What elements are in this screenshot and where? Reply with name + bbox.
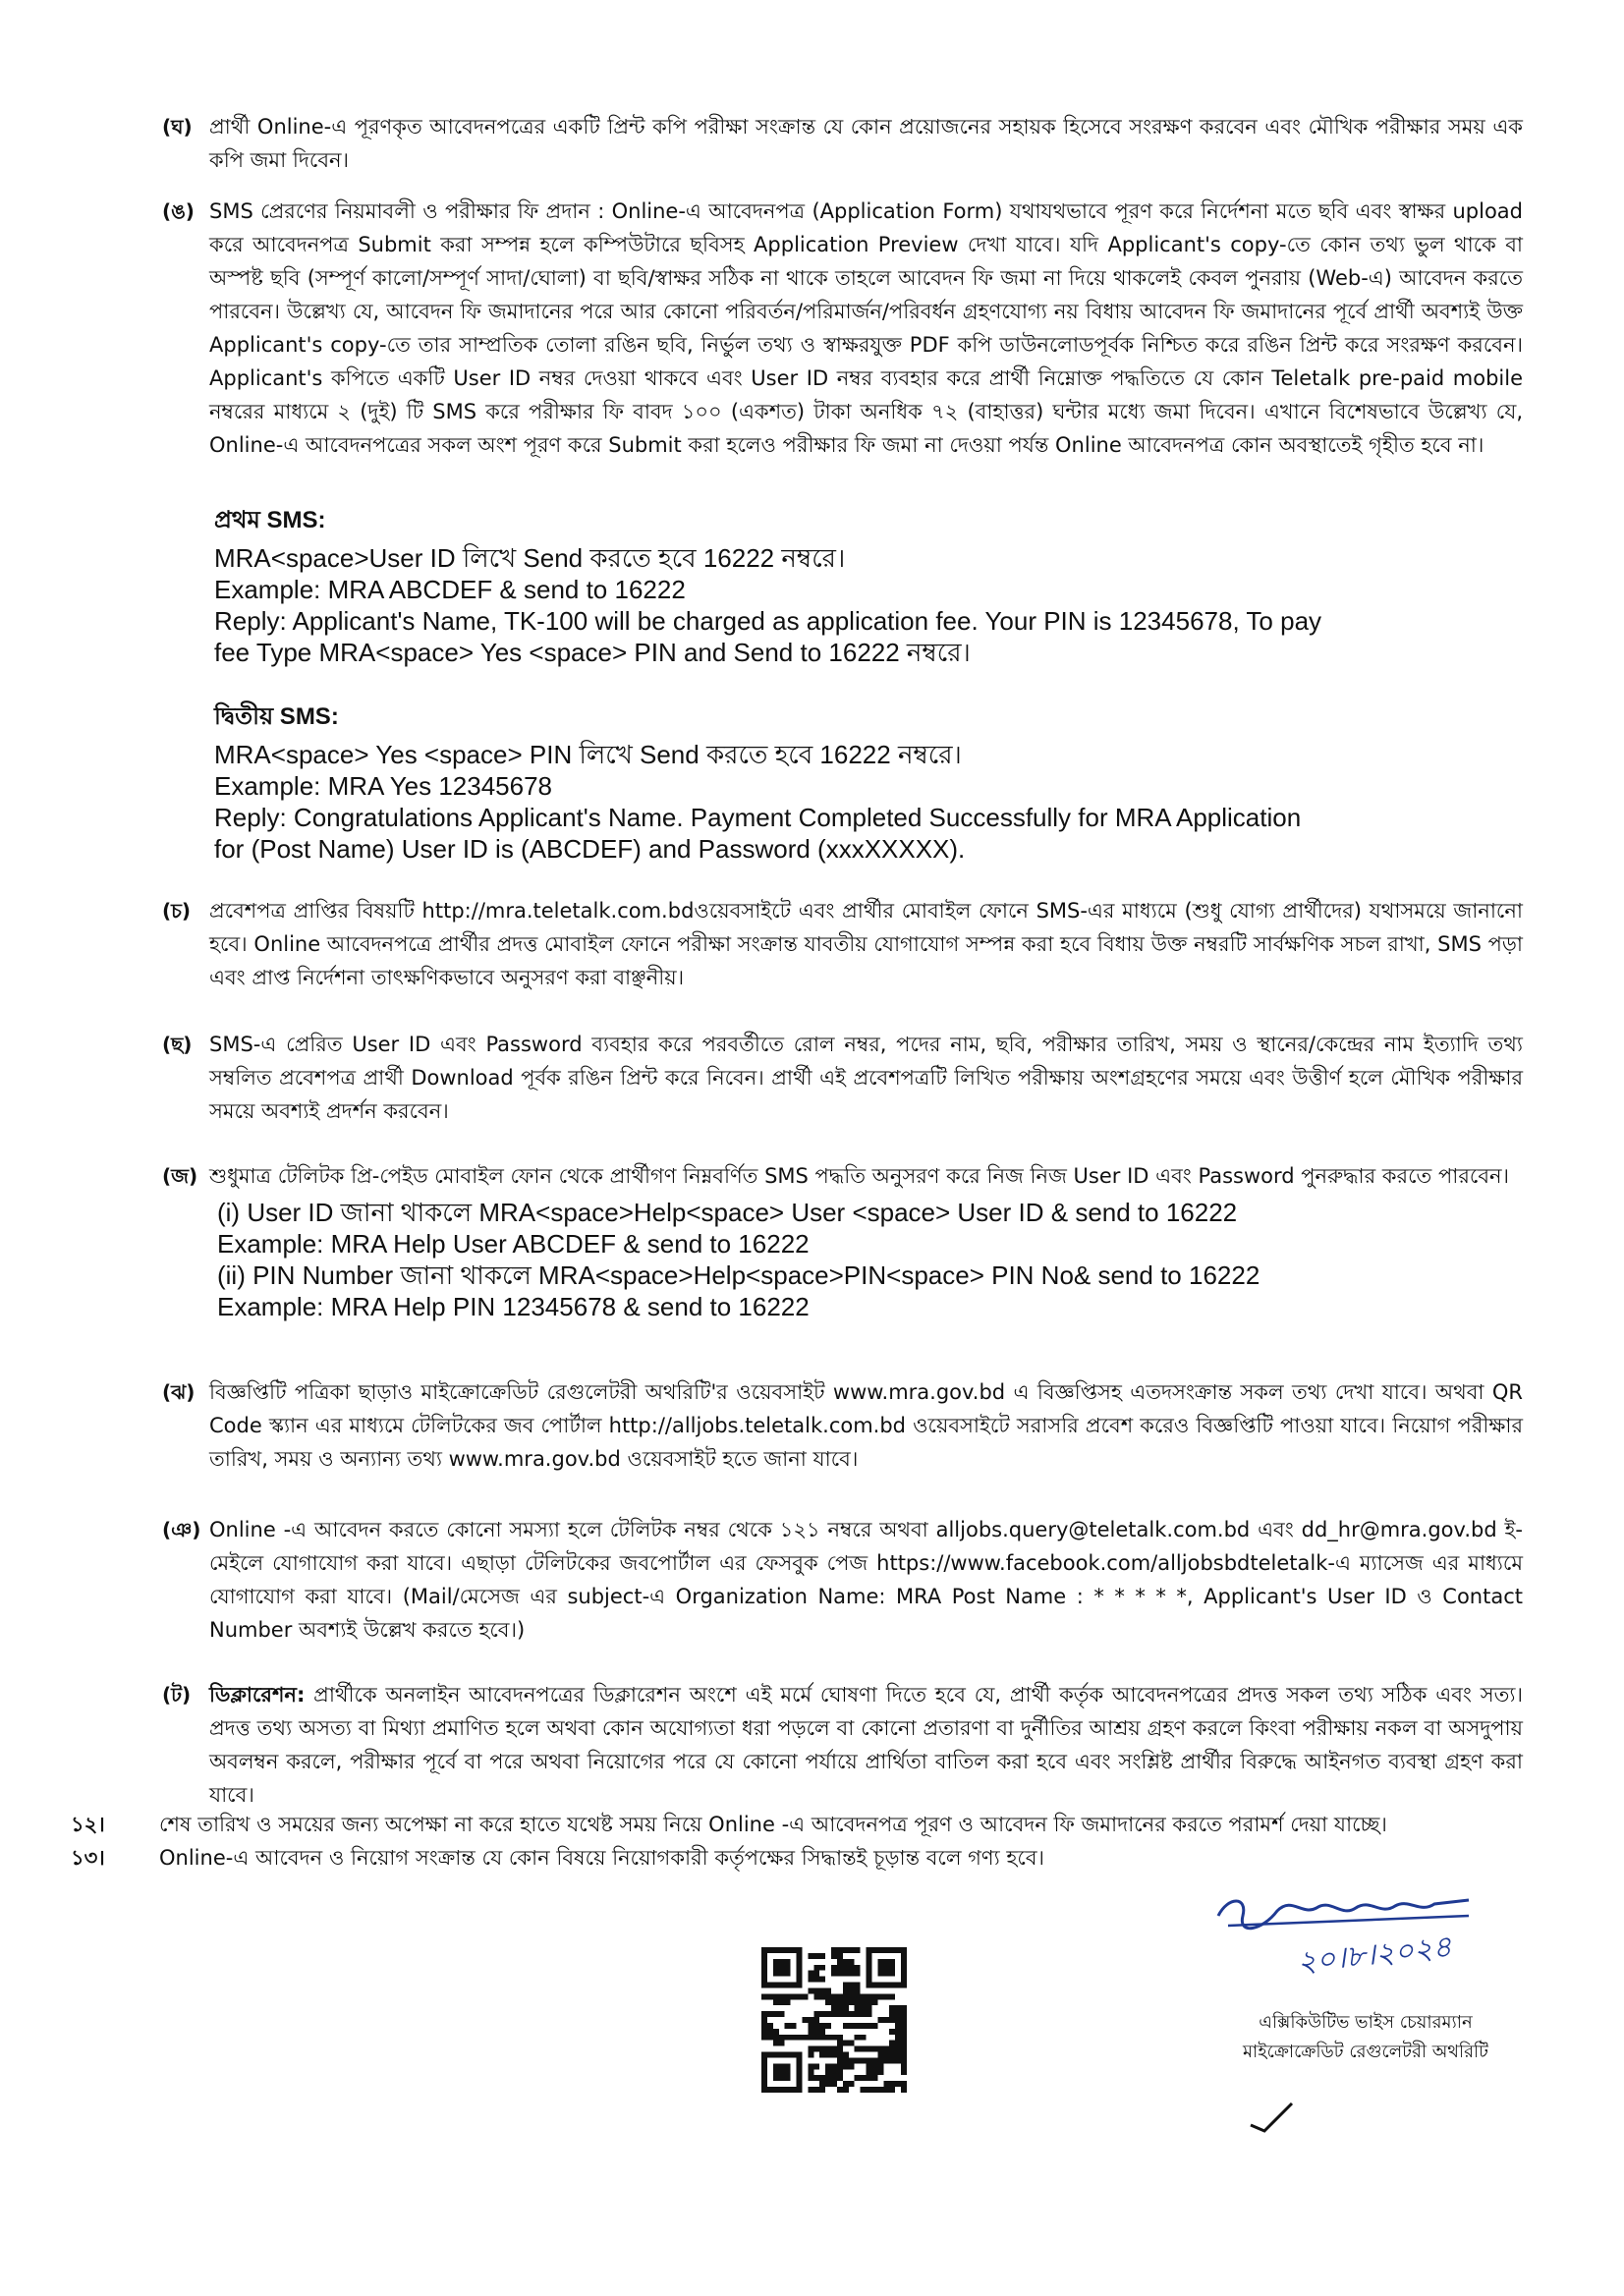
clause-marker: (জ) xyxy=(162,1164,198,1188)
clause-jha xyxy=(162,1375,1523,1476)
clause-text: SMS প্রেরণের নিয়মাবলী ও পরীক্ষার ফি প্রদান : Online-এ আবেদনপত্র (Application Form) যথাযথভাবে পূরণ করে নির্দেশনা মতে ছবি এবং স্বাক্ষর upload করে আবেদনপত্র Submit করা সম্পন্ন হলে কম্পিউটারে ছবিসহ Application Preview দেখা যাবে। যদি Applicant's copy-তে কোন তথ্য ভুল থাকে বা অস্পষ্ট ছবি (সম্পূর্ণ কালো/সম্পূর্ণ সাদা/ঘোলা) বা ছবি/স্বাক্ষর সঠিক না থাকে তাহলে আবেদন ফি জমা না দিয়ে থাকলেই কেবল পুনরায় (Web-এ) আবেদন করতে পারবেন। উল্লেখ্য যে, আবেদন ফি জমাদানের পরে আর কোনো পরিবর্তন/পরিমার্জন/পরিবর্ধন গ্রহণযোগ্য নয় বিধায় আবেদন ফি জমাদানের পূর্বে প্রার্থী অবশ্যই উক্ত Applicant's copy-তে তার সাম্প্রতিক তোলা রঙিন ছবি, নির্ভুল তথ্য ও স্বাক্ষরযুক্ত PDF কপি ডাউনলোডপূর্বক নিশ্চিত করে রঙিন প্রিন্ট করে সংরক্ষণ করবেন। Applicant's কপিতে একটি User ID নম্বর দেওয়া থাকবে এবং User ID নম্বর ব্যবহার করে প্রার্থী নিম্নোক্ত পদ্ধতিতে যে কোন Teletalk pre-paid mobile নম্বরের মাধ্যমে ২ (দুই) টি SMS করে পরীক্ষার ফি বাবদ ১০০ (একশত) টাকা অনধিক ৭২ (বাহাত্তর) ঘন্টার মধ্যে জমা দিবেন। এখানে বিশেষভাবে উল্লেখ্য যে, Online-এ আবেদনপত্রের সকল অংশ পূরণ করে Submit করা হলেও পরীক্ষার ফি জমা না দেওয়া পর্যন্ত Online আবেদনপত্র কোন অবস্থাতেই গৃহীত হবে না। xyxy=(209,199,1523,457)
signatory-organization: মাইক্রোক্রেডিট রেগুলেটরী অথরিটি xyxy=(1243,2042,1488,2062)
recovery-line: (ii) PIN Number জানা থাকলে MRA<space>Help<space>PIN<space> PIN No& send to 16222 xyxy=(217,1260,1260,1290)
clause-marker: (চ) xyxy=(162,899,192,923)
clause-text: SMS-এ প্রেরিত User ID এবং Password ব্যবহার করে পরবর্তীতে রোল নম্বর, পদের নাম, ছবি, পরীক্ষার তারিখ, সময় ও স্থানের/কেন্দ্রের নাম ইত্যাদি তথ্য সম্বলিত প্রবেশপত্র প্রার্থী Download পূর্বক রঙিন প্রিন্ট করে নিবেন। প্রার্থী এই প্রবেশপত্রটি লিখিত পরীক্ষায় অংশগ্রহণের সময়ে এবং উত্তীর্ণ হলে মৌখিক পরীক্ষার সময়ে অবশ্যই প্রদর্শন করবেন। xyxy=(209,1033,1523,1123)
sms-line: for (Post Name) User ID is (ABCDEF) and Password (xxxXXXXX). xyxy=(214,834,966,864)
sms-first-title: প্রথম SMS: xyxy=(214,507,326,533)
sms-line: Example: MRA Yes 12345678 xyxy=(214,771,553,801)
declaration-text: প্রার্থীকে অনলাইন আবেদনপত্রের ডিক্লারেশন অংশে এই মর্মে ঘোষণা দিতে হবে যে, প্রার্থী কর্তৃক আবেদনপত্রের প্রদত্ত সকল তথ্য সঠিক এবং সত্য। প্রদত্ত তথ্য অসত্য বা মিথ্যা প্রমাণিত হলে অথবা কোন অযোগ্যতা ধরা পড়লে বা কোনো প্রতারণা বা দুর্নীতির আশ্রয় গ্রহণ করলে কিংবা পরীক্ষায় নকল বা অসদুপায় অবলম্বন করলে, পরীক্ষার পূর্বে বা পরে অথবা নিয়োগের পরে যে কোনো পর্যায়ে প্রার্থিতা বাতিল করা হবে এবং সংশ্লিষ্ট প্রার্থীর বিরুদ্ধে আইনগত ব্যবস্থা গ্রহণ করা যাবে। xyxy=(209,1683,1523,1807)
declaration-label: ডিক্লারেশন: xyxy=(209,1683,306,1707)
clause-nya xyxy=(162,1513,1523,1647)
sms-line: fee Type MRA<space> Yes <space> PIN and Send to 16222 নম্বরে। xyxy=(214,638,971,667)
recovery-line: (i) User ID জানা থাকলে MRA<space>Help<space> User <space> User ID & send to 16222 xyxy=(217,1198,1238,1227)
clause-text: Online -এ আবেদন করতে কোনো সমস্যা হলে টেলিটক নম্বর থেকে ১২১ নম্বরে অথবা alljobs.query@teletalk.com.bd এবং dd_hr@mra.gov.bd ই-মেইলে যোগাযোগ করা যাবে। এছাড়া টেলিটকের জবপোর্টাল এর ফেসবুক পেজ https://www.facebook.com/alljobsbdteletalk-এ ম্যাসেজ এর মাধ্যমে যোগাযোগ করা যাবে। (Mail/মেসেজ এর subject-এ Organization Name: MRA Post Name : * * * * *, Applicant's User ID ও Contact Number অবশ্যই উল্লেখ করতে হবে।) xyxy=(209,1518,1523,1642)
sms-line: Reply: Applicant's Name, TK-100 will be charged as application fee. Your PIN is 12345678, To pay xyxy=(214,606,1322,636)
item-text: Online-এ আবেদন ও নিয়োগ সংক্রান্ত যে কোন বিষয়ে নিয়োগকারী কর্তৃপক্ষের সিদ্ধান্তই চূড়ান্ত বলে গণ্য হবে। xyxy=(159,1846,1045,1870)
item-number: ১৩। xyxy=(71,1846,105,1870)
clause-marker: (ছ) xyxy=(162,1033,193,1056)
numbered-item-12 xyxy=(71,1808,1525,1841)
sms-line: Reply: Congratulations Applicant's Name. Payment Completed Successfully for MRA Application xyxy=(214,803,1302,832)
clause-chha xyxy=(162,1028,1523,1128)
clause-text: প্রবেশপত্র প্রাপ্তির বিষয়টি http://mra.teletalk.com.bdওয়েবসাইটে এবং প্রার্থীর মোবাইল ফোনে SMS-এর মাধ্যমে (শুধু যোগ্য প্রার্থীদের) যথাসময়ে জানানো হবে। Online আবেদনপত্রে প্রার্থীর প্রদত্ত মোবাইল ফোনে পরীক্ষা সংক্রান্ত যাবতীয় যোগাযোগ সম্পন্ন করা হবে বিধায় উক্ত নম্বরটি সার্বক্ষণিক সচল রাখা, SMS পড়া এবং প্রাপ্ত নির্দেশনা তাৎক্ষণিকভাবে অনুসরণ করা বাঞ্ছনীয়। xyxy=(209,899,1523,989)
sms-second-title: দ্বিতীয় SMS: xyxy=(214,703,339,730)
clause-gha xyxy=(162,110,1523,177)
clause-marker: (ঘ) xyxy=(162,115,193,139)
clause-marker: (ট) xyxy=(162,1683,192,1707)
sms-second-block xyxy=(214,700,1531,865)
clause-cha xyxy=(162,894,1523,994)
clause-ta xyxy=(162,1678,1523,1812)
sms-first-block xyxy=(214,503,1531,668)
numbered-item-13 xyxy=(71,1841,1525,1875)
clause-uma xyxy=(162,195,1523,462)
sms-line: Example: MRA ABCDEF & send to 16222 xyxy=(214,575,686,604)
initial-mark xyxy=(1243,2098,1302,2137)
signature-date: ২০।৮।২০২৪ xyxy=(1295,1930,1454,1981)
clause-ja xyxy=(162,1159,1523,1322)
clause-text: শুধুমাত্র টেলিটক প্রি-পেইড মোবাইল ফোন থেকে প্রার্থীগণ নিম্নবর্ণিত SMS পদ্ধতি অনুসরণ করে নিজ নিজ User ID এবং Password পুনরুদ্ধার করতে পারবেন। xyxy=(209,1164,1510,1188)
clause-text: বিজ্ঞপ্তিটি পত্রিকা ছাড়াও মাইক্রোক্রেডিট রেগুলেটরী অথরিটি'র ওয়েবসাইট www.mra.gov.bd এ বিজ্ঞপ্তিসহ এতদসংক্রান্ত সকল তথ্য দেখা যাবে। অথবা QR Code স্ক্যান এর মাধ্যমে টেলিটকের জব পোর্টাল http://alljobs.teletalk.com.bd ওয়েবসাইটে সরাসরি প্রবেশ করেও বিজ্ঞপ্তিটি পাওয়া যাবে। নিয়োগ পরীক্ষার তারিখ, সময় ও অন্যান্য তথ্য www.mra.gov.bd ওয়েবসাইট হতে জানা যাবে। xyxy=(209,1380,1523,1471)
signatory-title: এক্সিকিউটিভ ভাইস চেয়ারম্যান xyxy=(1259,2012,1473,2033)
recovery-lines xyxy=(217,1197,1523,1322)
qr-code-icon xyxy=(761,1947,907,2093)
clause-marker: (ঙ) xyxy=(162,199,195,223)
clause-marker: (ঝ) xyxy=(162,1380,196,1404)
recovery-line: Example: MRA Help User ABCDEF & send to 16222 xyxy=(217,1229,810,1259)
item-text: শেষ তারিখ ও সময়ের জন্য অপেক্ষা না করে হাতে যথেষ্ট সময় নিয়ে Online -এ আবেদনপত্র পূরণ ও আবেদন ফি জমাদানের করতে পরামর্শ দেয়া যাচ্ছে। xyxy=(159,1813,1387,1836)
recovery-line: Example: MRA Help PIN 12345678 & send to 16222 xyxy=(217,1292,810,1321)
sms-line: MRA<space> Yes <space> PIN লিখে Send করতে হবে 16222 নম্বরে। xyxy=(214,740,962,769)
clause-text: প্রার্থী Online-এ পূরণকৃত আবেদনপত্রের একটি প্রিন্ট কপি পরীক্ষা সংক্রান্ত যে কোন প্রয়োজনের সহায়ক হিসেবে সংরক্ষণ করবেন এবং মৌখিক পরীক্ষার সময় এক কপি জমা দিবেন। xyxy=(209,115,1523,172)
clause-marker: (ঞ) xyxy=(162,1518,201,1541)
item-number: ১২। xyxy=(71,1813,105,1836)
sms-line: MRA<space>User ID লিখে Send করতে হবে 16222 নম্বরে। xyxy=(214,543,846,573)
clause-text xyxy=(209,1678,1523,1812)
